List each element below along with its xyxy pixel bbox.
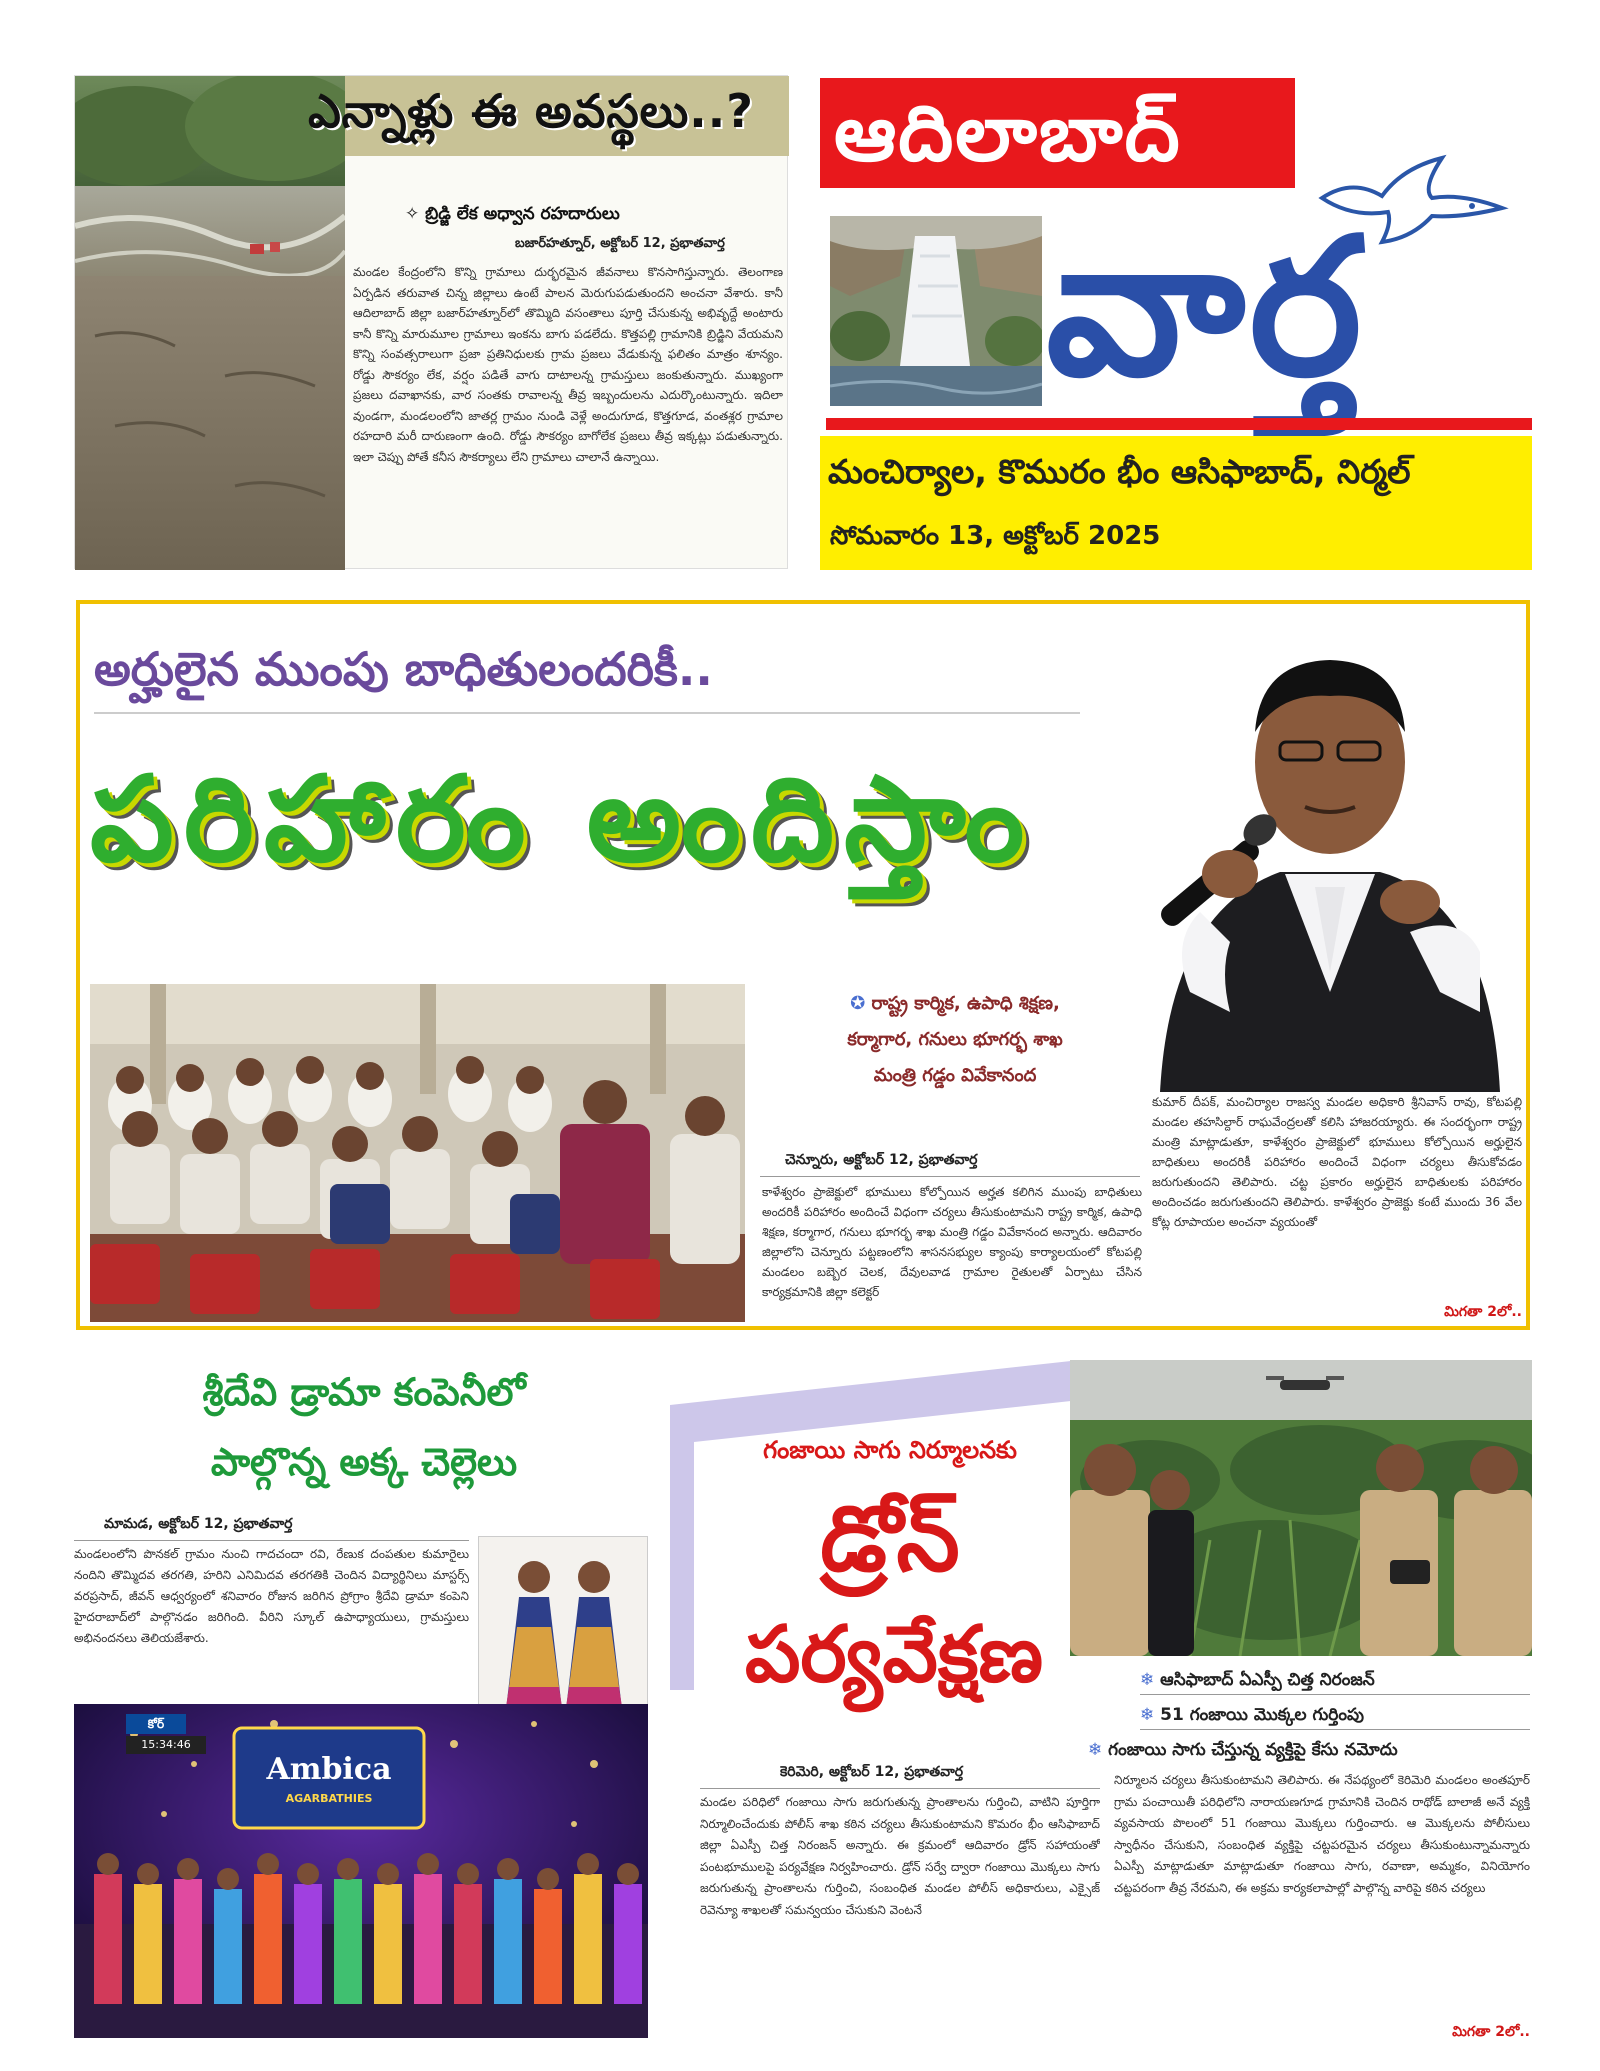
lead-bullets xyxy=(765,986,1145,1136)
snowflake-icon: ❄ xyxy=(1140,1670,1155,1690)
lead-bullet-3: మంత్రి గడ్డం వివేకానంద xyxy=(873,1065,1037,1086)
masthead-date: సోమవారం 13, అక్టోబర్ 2025 xyxy=(830,521,1161,551)
star-icon: ✪ xyxy=(850,993,866,1014)
story4-body-right: నిర్మూలన చర్యలు తీసుకుంటామని తెలిపారు. ఈ నేపథ్యంలో కెరిమెరి మండలం అంతపూర్ గ్రామ పంచాయితీ పరిధిలోని నారాయణగూడ గ్రామానికి చెందిన రాథోడ్ బాలాజీ అనే వ్యక్తి వ్యవసాయ పొలంలో 51 గంజాయి మొక్కలు గుర్తించారు. ఆ మొక్కలను పోలీసులు స్వాధీనం చేసుకుని, సంబంధిత వ్యక్తిపై చట్టపరమైన చర్యలు తీసుకుంటున్నామన్నారు ఏఎస్పీ మాట్లాడుతూ మాట్లాడుతూ గంజాయి సాగు, రవాణా, అమ్మకం, వినియోగం చట్టపరంగా తీవ్ర నేరమని, ఈ అక్రమ కార్యకలాపాల్లో పాల్గొన్న వారిపై కఠిన చర్యలు xyxy=(1114,1773,1530,1895)
story4-dateline: కెరిమెరి, అక్టోబర్ 12, ప్రభాతవార్త xyxy=(780,1764,964,1780)
lead-kicker: అర్హులైన ముంపు బాధితులందరికీ.. xyxy=(94,642,713,696)
waterfall-photo xyxy=(830,216,1042,406)
masthead xyxy=(820,78,1532,570)
story3-headline-2: పాల్గొన్న అక్క చెల్లెలు xyxy=(210,1440,518,1484)
stage-time: 15:34:46 xyxy=(126,1736,206,1754)
story3-headline-1: శ్రీదేవి డ్రామా కంపెనీలో xyxy=(202,1370,526,1414)
lead-kicker-rule xyxy=(94,712,1124,714)
flood-photo xyxy=(75,76,345,570)
police-drone-photo xyxy=(1070,1360,1532,1656)
snowflake-icon: ❄ xyxy=(1088,1740,1103,1760)
sisters-photo xyxy=(478,1536,648,1732)
stage-logo: కోర్ xyxy=(126,1714,186,1734)
lead-story-frame xyxy=(76,600,1530,1330)
story4-headline-1: డ్రోన్ xyxy=(820,1487,960,1592)
lead-bullet-2: కర్మాగార, గనులు భూగర్భ శాఖ xyxy=(847,1029,1063,1050)
lead-dateline-rule xyxy=(760,1176,1140,1177)
masthead-title-top: ఆదిలాబాద్ xyxy=(834,89,1182,179)
story4-kicker: గంజాయి సాగు నిర్మూలనకు xyxy=(763,1436,1017,1464)
lead-headline: పరిహారం అందిస్తాం xyxy=(90,750,1035,888)
minister-photo xyxy=(1080,612,1526,1092)
stage-subsign: AGARBATHIES xyxy=(285,1792,373,1805)
story1-block xyxy=(74,75,788,569)
story4-bullet-2: ❄ 51 గంజాయి మొక్కల గుర్తింపు xyxy=(1140,1700,1530,1730)
story3-block xyxy=(74,1352,654,2042)
lead-dateline: చెన్నూరు, అక్టోబర్ 12, ప్రభాతవార్త xyxy=(785,1152,978,1168)
story3-dateline-rule xyxy=(74,1540,469,1541)
story1-body: మండల కేంద్రంలోని కొన్ని గ్రామాలు దుర్భరమైన జీవనాలు కొనసాగిస్తున్నారు. తెలంగాణ ఏర్పడిన తరువాత చిన్న జిల్లాలు ఉంటే పాలన మెరుగుపడుతుందని అంచనా వేశారు. కానీ ఆదిలాబాద్ జిల్లా బజార్‌హత్నూర్‌లో తొమ్మిది వసంతాలు పూర్తి చేసుకున్న అభివృద్దే అంటారు కానీ కొన్ని మారుమూల గ్రామాలు ఇంకను బాగు పడలేదు. కొత్తపల్లి గ్రామానికి బ్రిడ్జిని వేయమని కొన్ని సంవత్సరాలుగా ప్రజా ప్రతినిధులకు గ్రామ ప్రజలు వేడుకున్న ఫలితం మాత్రం శూన్యం. రోడ్డు సౌకర్యం లేక, వర్షం పడితే వాగు దాటాలన్న గ్రామస్తులు జంకుతున్నారు. ముఖ్యంగా ప్రజలు దవాఖానకు, వార సంతకు రావాలన్న తీవ్ర ఇబ్బందులను ఎదుర్కొంటున్నారు. ఇదిలా వుండగా, మండలంలోని జాతర్ల గ్రామం నుండి వెళ్లే అందుగూడ, కొత్తగూడ, వంతశ్లర గ్రామాల రహదారి మరీ దారుణంగా ఉంది. రోడ్డు సౌకర్యం బాగోలేక ప్రజలు తీవ్ర ఇక్కట్లు పడుతున్నారు. ఇలా చెప్పు పోతే కనీస సౌకర్యాలు లేని గ్రామాలు చాలానే ఉన్నాయి. xyxy=(353,265,783,464)
masthead-districts: మంచిర్యాల, కొమురం భీం ఆసిఫాబాద్, నిర్మల్ xyxy=(828,452,1411,491)
story4-headline-2: పర్యవేక్షణ xyxy=(744,1610,1044,1700)
snowflake-icon: ❄ xyxy=(1140,1705,1155,1725)
masthead-bar xyxy=(826,418,1532,430)
story1-dateline: బజార్‌హత్నూర్, అక్టోబర్ 12, ప్రభాతవార్త xyxy=(515,236,725,251)
masthead-title-main: వార్త xyxy=(1046,197,1366,418)
lead-body-right: కుమార్ దీపక్, మంచిర్యాల రాజస్వ మండల అధికారి శ్రీనివాస్ రావు, కోటపల్లి మండల తహసిల్దార్ రాఘవేంద్రలతో కలిసి హాజరయ్యారు. ఈ సందర్భంగా రాష్ట్ర మంత్రి మాట్లాడుతూ, కాళేశ్వరం ప్రాజెక్టులో భూములు కోల్పోయిన అర్హులైన బాధితులు అందరికీ పరిహారం అందించే విధంగా చర్యలు తీసుకోవడం జరుగుతుందని తెలిపారు. చట్ట ప్రకారం అర్హులైన బాధితులకు పరిహారం అందించడం జరుగుతుందని తెలిపారు. కాళేశ్వరం ప్రాజెక్టు కంటే ముందు 36 వేల కోట్ల రూపాయల అంచనా వ్యయంతో xyxy=(1152,1095,1522,1229)
lead-bullet-1: ✪ రాష్ట్ర కార్మిక, ఉపాధి శిక్షణ, xyxy=(850,993,1060,1014)
lead-body-left: కాళేశ్వరం ప్రాజెక్టులో భూములు కోల్పోయిన అర్హత కలిగిన ముంపు బాధితులు అందరికీ పరిహారం అందించే విధంగా చర్యలు తీసుకుంటామని రాష్ట్ర కార్మిక, ఉపాధి శిక్షణ, కర్మాగార, గనులు భూగర్భ శాఖ మంత్రి గడ్డం వివేకానంద అన్నారు. ఆదివారం జిల్లాలోని చెన్నూరు పట్టణంలోని శాసనసభ్యుల క్యాంపు కార్యాలయంలో కోటపల్లి మండలం బబ్బెర చెలక, దేవులవాడ గ్రామాల రైతులతో ఏర్పాటు చేసిన కార్యక్రమానికి జిల్లా కలెక్టర్ xyxy=(762,1185,1142,1299)
lead-continued: మిగతా 2లో.. xyxy=(1444,1304,1522,1320)
story4-body-left: మండల పరిధిలో గంజాయి సాగు జరుగుతున్న ప్రాంతాలను గుర్తించి, వాటిని పూర్తిగా నిర్మూలించేందుకు పోలీస్ శాఖ కఠిన చర్యలు తీసుకుంటామని కొమరం భీం ఆసిఫాబాద్ జిల్లా ఏఎస్పీ చిత్త నిరంజన్ అన్నారు. ఈ క్రమంలో ఆదివారం డ్రోన్ సహాయంతో పంటభూములపై పర్యవేక్షణ నిర్వహించారు. డ్రోన్ సర్వే ద్వారా గంజాయి మొక్కలు సాగు జరుగుతున్న ప్రాంతాలను గుర్తించి, సంబంధిత మండల పోలీస్ అధికారులు, ఎక్సైజ్ రెవెన్యూ శాఖలతో సమన్వయం చేసుకుని వెంటనే xyxy=(700,1795,1100,1917)
stage-sign: Ambica xyxy=(266,1752,392,1787)
story4-dateline-rule xyxy=(700,1788,1100,1789)
story1-headline: ఎన్నాళ్లు ఈ అవస్థలు..? xyxy=(308,84,754,138)
story1-subhead: ✧ బ్రిడ్జి లేక అధ్వాన రహదారులు xyxy=(405,204,620,224)
story4-bullet-1: ❄ ఆసిఫాబాద్ ఏఎస్పీ చిత్త నిరంజన్ xyxy=(1140,1665,1530,1695)
story4-bullet-3: ❄ గంజాయి సాగు చేస్తున్న వ్యక్తిపై కేసు నమోదు xyxy=(1088,1740,1398,1760)
story4-continued: మిగతా 2లో.. xyxy=(1452,2024,1530,2040)
story3-body: మండలంలోని పొనకల్ గ్రామం నుంచి గాదచందా రవి, రేణుక దంపతుల కుమారైలు నందిని తొమ్మిదవ తరగతి, హరిని ఎనిమిదవ తరగతికి చెందిన విద్యార్థినిలు మాస్టర్స్ వరప్రసాద్, జీవన్ ఆధ్వర్యంలో శనివారం రోజున జరిగిన ప్రోగ్రాం శ్రీదేవి డ్రామా కంపెని హైదరాబాద్‌లో పాల్గొనడం జరిగింది. వీరిని స్కూల్ ఉపాధ్యాయులు, గ్రామస్తులు అభినందనలు తెలియజేశారు. xyxy=(74,1547,469,1645)
crowd-photo xyxy=(90,984,745,1322)
story4-block xyxy=(670,1360,1532,2050)
story3-dateline: మామడ, అక్టోబర్ 12, ప్రభాతవార్త xyxy=(104,1516,293,1532)
